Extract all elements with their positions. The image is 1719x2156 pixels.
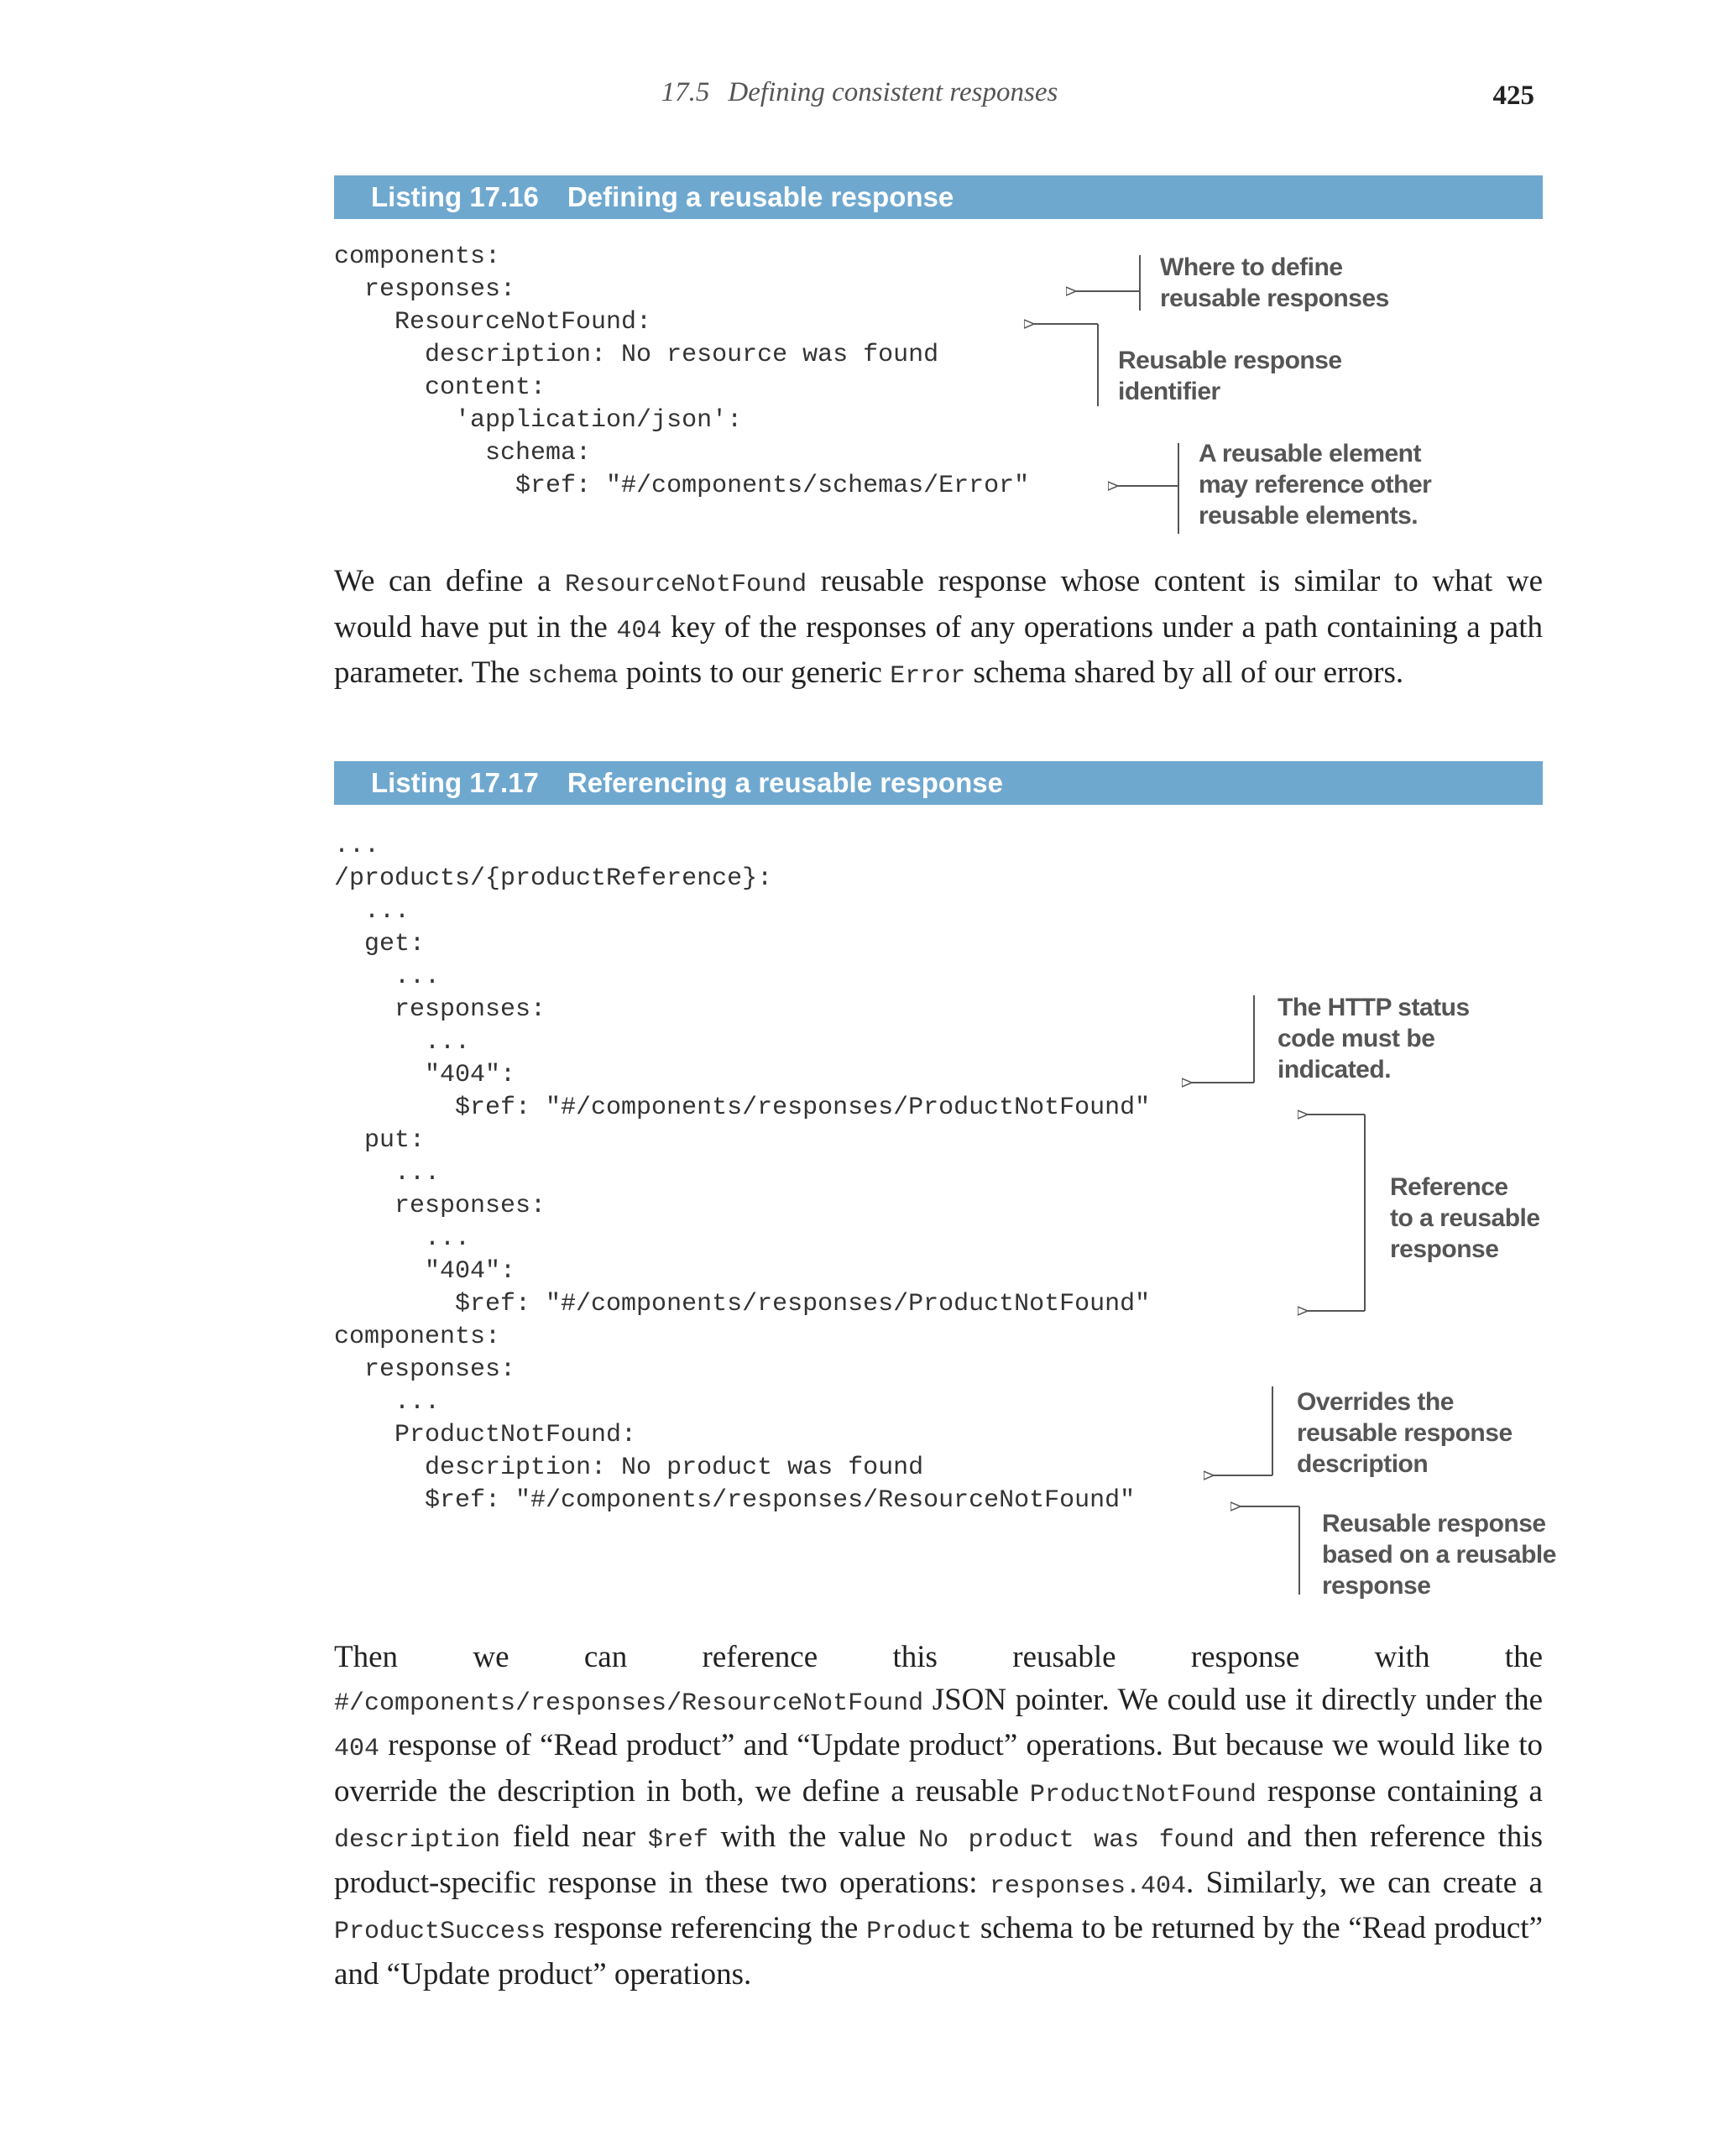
page-number: 425 — [1492, 81, 1534, 111]
code-line: responses: — [334, 1355, 516, 1384]
code-line: ... — [334, 1159, 441, 1188]
code-line: ... — [334, 1224, 471, 1253]
code-line: schema: — [334, 439, 592, 467]
text: . Similarly, we can create a — [1185, 1865, 1543, 1900]
text: schema shared by all of our errors. — [965, 655, 1404, 690]
code-line: ... — [334, 897, 410, 926]
code-line: ... — [334, 1388, 441, 1417]
code-line: $ref: "#/components/responses/ProductNotFound" — [334, 1290, 1151, 1318]
code-line: ... — [334, 832, 380, 860]
inline-code: #/components/responses/ResourceNotFound — [334, 1689, 924, 1718]
inline-code: Product — [866, 1918, 973, 1946]
section-number: 17.5 — [661, 77, 710, 107]
annotation: A reusable element may reference other reusable elements. — [1199, 440, 1432, 530]
text: JSON pointer. We could use it directly under the — [923, 1682, 1543, 1717]
inline-code: description — [334, 1826, 501, 1855]
text: with the value — [708, 1819, 919, 1854]
code-line: get: — [334, 930, 426, 958]
inline-code: 404 — [616, 616, 662, 645]
inline-code: ResourceNotFound — [565, 571, 807, 599]
text: and then reference this product-specific response in these two operations: — [334, 1819, 1543, 1900]
inline-code: ProductSuccess — [334, 1918, 546, 1946]
inline-code: Error — [890, 662, 966, 691]
code-line: ... — [334, 963, 441, 991]
listing-title: Defining a reusable response — [567, 181, 954, 212]
code-line: components: — [334, 1323, 501, 1351]
listing-header-17-17 — [334, 761, 1543, 805]
code-line: ResourceNotFound: — [334, 308, 652, 337]
listing-title: Referencing a reusable response — [567, 767, 1003, 798]
code-line: put: — [334, 1126, 426, 1155]
annotation: Reusable response identifier — [1118, 347, 1342, 405]
body-paragraph — [334, 561, 1543, 698]
code-line: $ref: "#/components/responses/ProductNotFound" — [334, 1094, 1151, 1122]
annotation: The HTTP status code must be indicated. — [1277, 994, 1470, 1083]
code-line: $ref: "#/components/schemas/Error" — [334, 472, 1030, 500]
code-line: $ref: "#/components/responses/ResourceNotFound" — [334, 1486, 1136, 1515]
code-line: 'application/json': — [334, 406, 743, 435]
inline-code: schema — [527, 662, 619, 691]
text: response containing a — [1256, 1773, 1543, 1809]
annotation: Reference to a reusable response — [1390, 1173, 1540, 1263]
inline-code: No product was found — [918, 1826, 1235, 1855]
running-head — [0, 77, 1719, 108]
text: reusable response whose content is similar to what we would have put in the — [334, 564, 1543, 645]
code-line: responses: — [334, 995, 546, 1024]
code-line: description: No product was found — [334, 1454, 924, 1482]
body-paragraph — [334, 1637, 1543, 1996]
code-line: content: — [334, 373, 546, 402]
text: response referencing the — [546, 1911, 867, 1945]
code-line: components: — [334, 243, 501, 271]
code-line: description: No resource was found — [334, 341, 939, 369]
text: We can define a — [334, 564, 566, 598]
code-line: "404": — [334, 1061, 516, 1089]
section-title: Defining consistent responses — [728, 77, 1058, 107]
code-line: ProductNotFound: — [334, 1421, 637, 1449]
code-line: "404": — [334, 1257, 516, 1286]
text: Then we can reference this reusable response with the — [334, 1640, 1543, 1674]
inline-code: ProductNotFound — [1029, 1780, 1257, 1809]
code-line: responses: — [334, 275, 516, 304]
code-line: responses: — [334, 1192, 546, 1220]
text: field near — [500, 1819, 648, 1854]
annotation: Overrides the reusable response description — [1297, 1388, 1513, 1478]
listing-header-17-16 — [334, 175, 1543, 219]
text: points to our generic — [618, 655, 891, 690]
inline-code: 404 — [334, 1735, 380, 1763]
annotation: Reusable response based on a reusable response — [1322, 1510, 1556, 1600]
text: response of “Read product” and “Update product” operations. But because we would like to override the description in both, we define a reusable — [334, 1728, 1543, 1809]
text: key of the responses of any operations under a path containing a path parameter. The — [334, 609, 1543, 690]
listing-number: Listing 17.17 — [371, 767, 539, 798]
text: schema to be returned by the “Read product” and “Update product” operations. — [334, 1911, 1543, 1992]
inline-code: responses.404 — [989, 1871, 1186, 1901]
code-line: ... — [334, 1028, 471, 1057]
annotation: Where to define reusable responses — [1160, 253, 1389, 312]
code-line: /products/{productReference}: — [334, 864, 773, 893]
inline-code: $ref — [647, 1826, 708, 1855]
listing-number: Listing 17.16 — [371, 181, 539, 212]
